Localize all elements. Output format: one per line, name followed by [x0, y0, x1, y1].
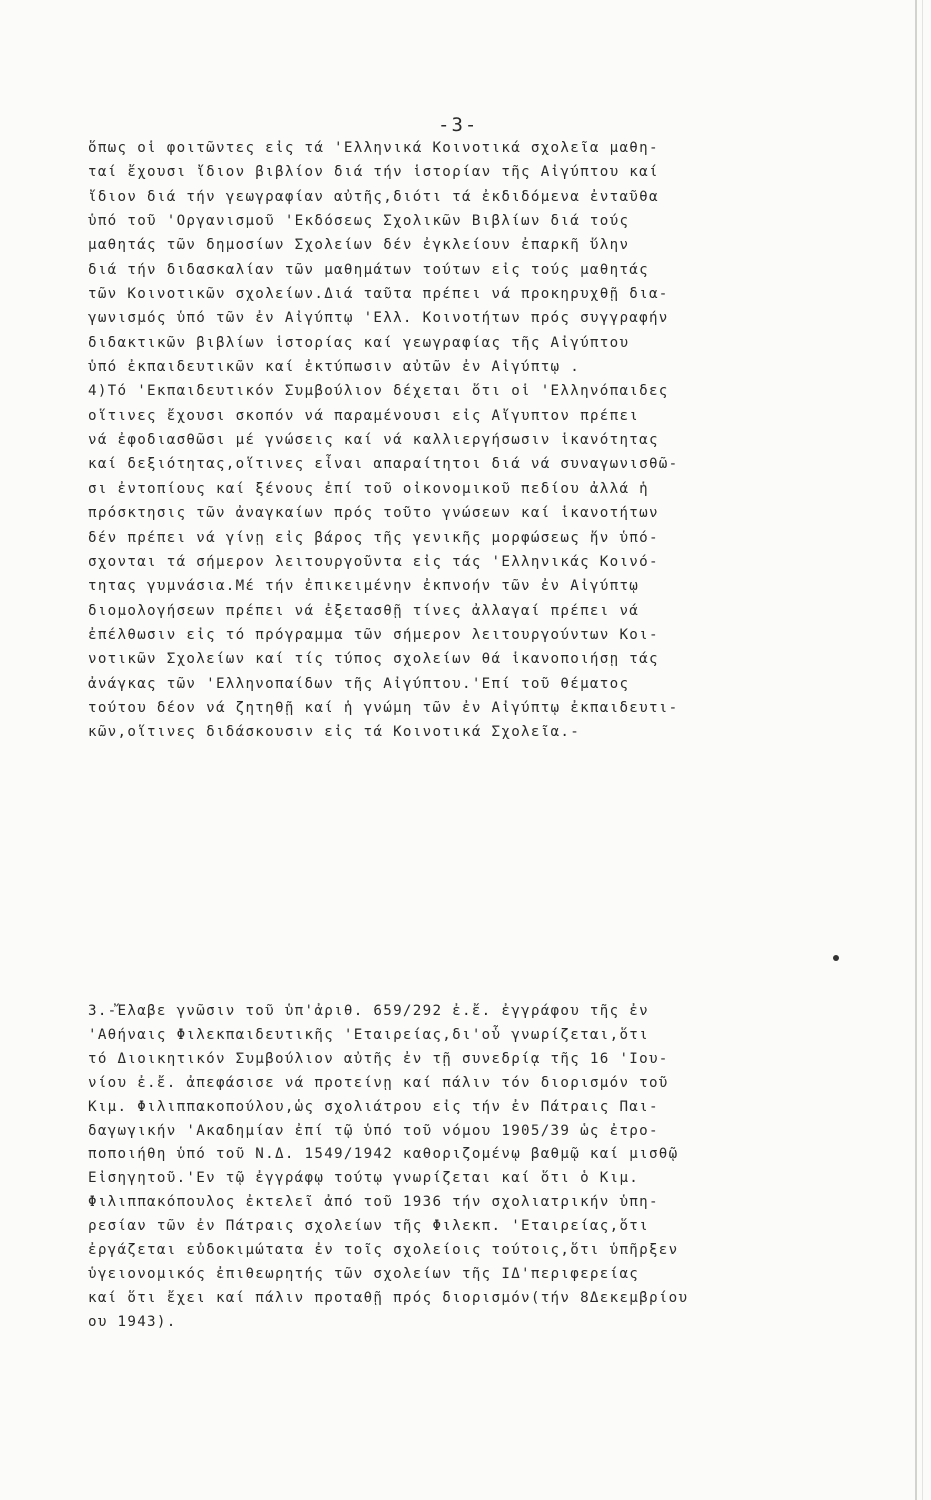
- text-line: ὑπό ἐκπαιδευτικῶν καί ἐκτύπωσιν αὐτῶν ἐν Αἰγύπτῳ .: [88, 359, 581, 376]
- text-line: ἴδιον διά τήν γεωγραφίαν αὐτῆς,διότι τά ἐκδιδόμενα ἐνταῦθα: [88, 188, 659, 205]
- text-line: τό Διοικητικόν Συμβούλιον αὐτῆς ἐν τῇ συνεδρίᾳ τῆς 16 'Ιου-: [88, 1050, 669, 1067]
- text-line: δαγωγικήν 'Ακαδημίαν ἐπί τῷ ὑπό τοῦ νόμου 1905/39 ὡς ἐτρο-: [88, 1122, 659, 1139]
- paragraph-item-3: [88, 1000, 898, 1335]
- text-line: κῶν,οἵτινες διδάσκουσιν εἰς τά Κοινοτικά Σχολεῖα.-: [88, 724, 581, 741]
- text-line: καί δεξιότητας,οἵτινες εἶναι απαραίτητοι διά νά συναγωνισθῶ-: [88, 456, 679, 473]
- text-line: ταί ἔχουσι ἴδιον βιβλίον διά τήν ἱστορίαν τῆς Αἰγύπτου καί: [88, 164, 659, 181]
- text-line: 'Αθήναις Φιλεκπαιδευτικῆς 'Εταιρείας,δι'οὗ γνωρίζεται,ὅτι: [88, 1026, 649, 1043]
- text-line: σχονται τά σήμερον λειτουργοῦντα εἰς τάς 'Ελληνικάς Κοινό-: [88, 553, 659, 570]
- text-line: τητας γυμνάσια.Μέ τήν ἐπικειμένην ἐκπνοήν τῶν ἐν Αἰγύπτῳ: [88, 578, 640, 595]
- text-line: νίου ἐ.ἔ. ἀπεφάσισε νά προτείνῃ καί πάλιν τόν διορισμόν τοῦ: [88, 1074, 669, 1091]
- text-line: μαθητάς τῶν δημοσίων Σχολείων δέν ἐγκλείουν ἐπαρκῆ ὕλην: [88, 237, 630, 254]
- text-line: νά ἐφοδιασθῶσι μέ γνώσεις καί νά καλλιεργήσωσιν ἱκανότητας: [88, 432, 659, 449]
- text-line: γωνισμός ὑπό τῶν ἐν Αἰγύπτῳ 'Ελλ. Κοινοτήτων πρός συγγραφήν: [88, 310, 669, 327]
- ink-dot: [833, 955, 839, 961]
- page-number: -3-: [438, 114, 479, 136]
- text-line: ἀνάγκας τῶν 'Ελληνοπαίδων τῆς Αἰγύπτου.'Επί τοῦ θέματος: [88, 675, 630, 692]
- text-line: τούτου δέον νά ζητηθῇ καί ἡ γνώμη τῶν ἐν Αἰγύπτῳ ἐκπαιδευτι-: [88, 699, 679, 716]
- text-line: δέν πρέπει νά γίνῃ εἰς βάρος τῆς γενικῆς μορφώσεως ἥν ὑπό-: [88, 529, 659, 546]
- text-line: καί ὅτι ἔχει καί πάλιν προταθῇ πρός διορισμόν(τήν 8Δεκεμβρίου: [88, 1289, 689, 1306]
- text-line: 3.-Ἔλαβε γνῶσιν τοῦ ὑπ'ἀριθ. 659/292 ἐ.ἔ. ἐγγράφου τῆς ἐν: [88, 1003, 649, 1019]
- text-line: διδακτικῶν βιβλίων ἱστορίας καί γεωγραφίας τῆς Αἰγύπτου: [88, 334, 630, 351]
- text-line: διά τήν διδασκαλίαν τῶν μαθημάτων τούτων εἰς τούς μαθητάς: [88, 261, 649, 278]
- text-line: νοτικῶν Σχολείων καί τίς τύπος σχολείων θά ἱκανοποιήσῃ τάς: [88, 651, 659, 668]
- text-line: Φιλιππακόπουλος ἐκτελεῖ ἀπό τοῦ 1936 τήν σχολιατρικήν ὑπη-: [88, 1194, 659, 1211]
- paragraph-education-council: [88, 136, 898, 745]
- text-line: ἐπέλθωσιν εἰς τό πρόγραμμα τῶν σήμερον λειτουργούντων Κοι-: [88, 626, 659, 643]
- text-line: τῶν Κοινοτικῶν σχολείων.Διά ταῦτα πρέπει νά προκηρυχθῇ δια-: [88, 286, 669, 303]
- page-edge-line: [922, 0, 923, 1500]
- page-edge-shadow: [915, 0, 917, 1500]
- text-line: 4)Τό 'Εκπαιδευτικόν Συμβούλιον δέχεται ὅτι οἱ 'Ελληνόπαιδες: [88, 383, 669, 400]
- text-line: οἵτινες ἔχουσι σκοπόν νά παραμένουσι εἰς Αἴγυπτον πρέπει: [88, 407, 640, 424]
- text-line: ρεσίαν τῶν ἐν Πάτραις σχολείων τῆς Φιλεκπ. 'Εταιρείας,ὅτι: [88, 1218, 649, 1235]
- text-line: ου 1943).: [88, 1313, 177, 1330]
- text-line: ὑπό τοῦ 'Οργανισμοῦ 'Εκδόσεως Σχολικῶν Βιβλίων διά τούς: [88, 213, 630, 230]
- text-line: Κιμ. Φιλιππακοπούλου,ὡς σχολιάτρου εἰς τήν ἐν Πάτραις Παι-: [88, 1098, 659, 1115]
- text-line: Εἰσηγητοῦ.'Εν τῷ ἐγγράφῳ τούτῳ γνωρίζεται καί ὅτι ὁ Κιμ.: [88, 1170, 640, 1187]
- text-line: ὑγειονομικός ἐπιθεωρητής τῶν σχολείων τῆς ΙΔ'περιφερείας: [88, 1265, 640, 1282]
- text-line: πρόσκτησις τῶν ἀναγκαίων πρός τοῦτο γνώσεων καί ἱκανοτήτων: [88, 505, 659, 522]
- text-line: ἐργάζεται εὐδοκιμώτατα ἐν τοῖς σχολείοις τούτοις,ὅτι ὑπῆρξεν: [88, 1242, 679, 1259]
- text-line: σι ἐντοπίους καί ξένους ἐπί τοῦ οἰκονομικοῦ πεδίου ἀλλά ἡ: [88, 480, 649, 497]
- text-line: διομολογήσεων πρέπει νά ἐξετασθῇ τίνες ἀλλαγαί πρέπει νά: [88, 602, 640, 619]
- text-line: ποποιήθη ὑπό τοῦ Ν.Δ. 1549/1942 καθοριζομένῳ βαθμῷ καί μισθῷ: [88, 1146, 679, 1163]
- text-line: ὅπως οἱ φοιτῶντες εἰς τά 'Ελληνικά Κοινοτικά σχολεῖα μαθη-: [88, 140, 659, 156]
